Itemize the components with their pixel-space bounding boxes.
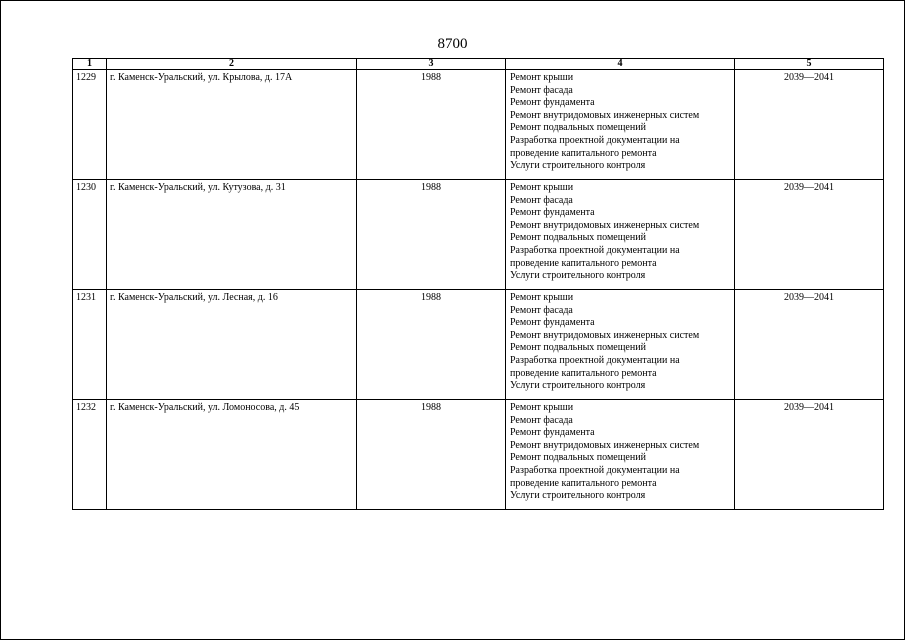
work-item: Услуги строительного контроля <box>510 160 646 172</box>
row-address: г. Каменск-Уральский, ул. Крылова, д. 17А <box>107 70 357 180</box>
work-item: Разработка проектной документации на <box>510 354 680 366</box>
row-year: 1988 <box>357 70 506 180</box>
row-address: г. Каменск-Уральский, ул. Ломоносова, д. 45 <box>107 400 357 510</box>
header-col-2: 2 <box>107 59 357 70</box>
table-row <box>73 400 884 510</box>
work-item: Ремонт крыши <box>510 292 574 303</box>
row-address: г. Каменск-Уральский, ул. Кутузова, д. 31 <box>107 180 357 290</box>
row-year: 1988 <box>357 180 506 290</box>
row-number: 1230 <box>73 180 107 290</box>
work-item: Ремонт подвальных помещений <box>510 342 646 354</box>
table-row <box>73 180 884 290</box>
row-year: 1988 <box>357 290 506 400</box>
work-item: Ремонт фасада <box>510 194 573 206</box>
work-item: Услуги строительного контроля <box>510 490 646 502</box>
work-item: Ремонт подвальных помещений <box>510 122 646 134</box>
work-item: Разработка проектной документации на <box>510 244 680 256</box>
work-item: Ремонт внутридомовых инженерных систем <box>510 439 700 451</box>
work-item: Ремонт подвальных помещений <box>510 452 646 464</box>
work-item: проведение капитального ремонта <box>510 477 657 489</box>
header-row <box>73 59 884 70</box>
work-item: Ремонт фасада <box>510 304 573 316</box>
row-works <box>506 400 735 510</box>
work-item: Ремонт фасада <box>510 414 573 426</box>
row-period: 2039—2041 <box>735 180 884 290</box>
row-number: 1229 <box>73 70 107 180</box>
row-period: 2039—2041 <box>735 400 884 510</box>
row-number: 1232 <box>73 400 107 510</box>
header-col-3: 3 <box>357 59 506 70</box>
row-year: 1988 <box>357 400 506 510</box>
work-item: Ремонт фундамента <box>510 317 595 329</box>
work-item: проведение капитального ремонта <box>510 257 657 269</box>
repair-schedule-table <box>72 58 884 510</box>
page-number: 8700 <box>437 36 468 52</box>
work-item: Ремонт внутридомовых инженерных систем <box>510 329 700 341</box>
work-item: Разработка проектной документации на <box>510 464 680 476</box>
row-period: 2039—2041 <box>735 290 884 400</box>
work-item: Ремонт крыши <box>510 182 574 193</box>
row-period: 2039—2041 <box>735 70 884 180</box>
work-item: Ремонт фундамента <box>510 427 595 439</box>
row-works <box>506 180 735 290</box>
work-item: проведение капитального ремонта <box>510 367 657 379</box>
work-item: Ремонт крыши <box>510 72 574 83</box>
row-address: г. Каменск-Уральский, ул. Лесная, д. 16 <box>107 290 357 400</box>
header-col-1: 1 <box>73 59 107 70</box>
work-item: Услуги строительного контроля <box>510 380 646 392</box>
table-row <box>73 290 884 400</box>
table-row <box>73 70 884 180</box>
work-item: Услуги строительного контроля <box>510 270 646 282</box>
work-item: Ремонт фасада <box>510 84 573 96</box>
row-works <box>506 290 735 400</box>
row-works <box>506 70 735 180</box>
work-item: Разработка проектной документации на <box>510 134 680 146</box>
header-col-4: 4 <box>506 59 735 70</box>
work-item: проведение капитального ремонта <box>510 147 657 159</box>
work-item: Ремонт фундамента <box>510 207 595 219</box>
row-number: 1231 <box>73 290 107 400</box>
table-body <box>73 70 884 510</box>
work-item: Ремонт подвальных помещений <box>510 232 646 244</box>
work-item: Ремонт внутридомовых инженерных систем <box>510 109 700 121</box>
work-item: Ремонт фундамента <box>510 97 595 109</box>
header-col-5: 5 <box>735 59 884 70</box>
work-item: Ремонт внутридомовых инженерных систем <box>510 219 700 231</box>
work-item: Ремонт крыши <box>510 402 574 413</box>
